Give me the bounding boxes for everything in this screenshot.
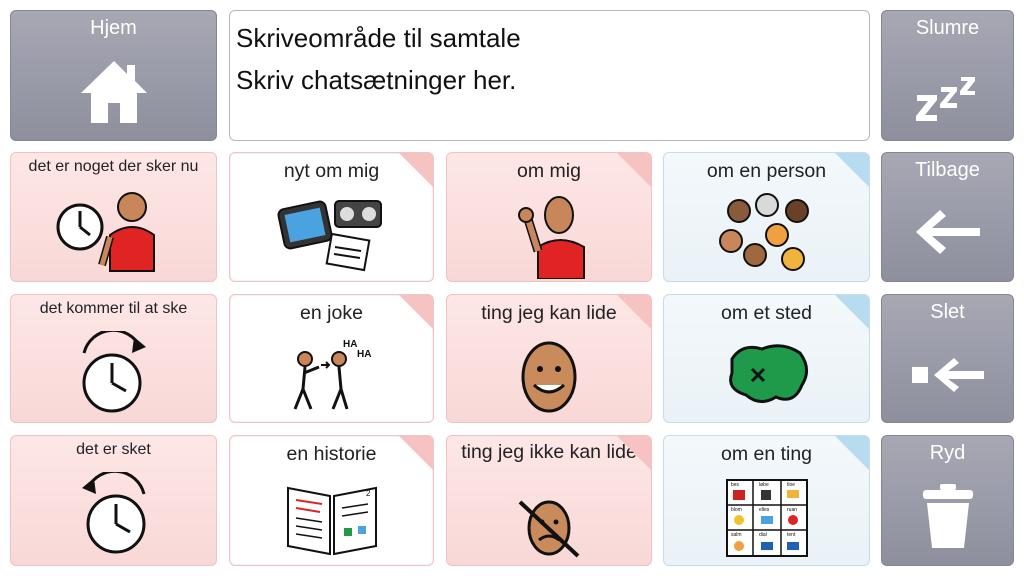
tile-label: om et sted bbox=[720, 302, 813, 324]
clear-button[interactable] bbox=[881, 435, 1014, 566]
a-joke-button[interactable] bbox=[229, 294, 434, 423]
back-label: Tilbage bbox=[915, 159, 980, 181]
trash-icon bbox=[918, 482, 978, 552]
zzz-icon bbox=[913, 67, 983, 127]
group-of-people-icon bbox=[717, 193, 817, 277]
joke-ha-2: HA bbox=[356, 349, 371, 360]
arrow-left-icon bbox=[912, 207, 984, 257]
map-place-icon bbox=[722, 339, 812, 409]
category-corner bbox=[617, 436, 651, 470]
board-cell-8: dial bbox=[758, 532, 767, 538]
joke-people-laughing-icon bbox=[287, 337, 377, 417]
category-corner bbox=[617, 295, 651, 329]
clock-past-icon bbox=[74, 472, 154, 558]
board-cell-5: elles bbox=[758, 507, 769, 513]
clear-label: Ryd bbox=[929, 442, 966, 464]
about-me-button[interactable] bbox=[446, 152, 652, 282]
board-cell-3: tloe bbox=[786, 482, 795, 488]
category-corner bbox=[835, 436, 869, 470]
news-about-me-button[interactable] bbox=[229, 152, 434, 282]
story-page-number: 2 bbox=[365, 489, 370, 498]
board-cell-7: salm bbox=[730, 532, 742, 538]
board-cell-4: blom bbox=[730, 507, 742, 513]
delete-label: Slet bbox=[930, 301, 965, 323]
tile-label: det er noget der sker nu bbox=[28, 158, 199, 175]
dislike-face-crossed-icon bbox=[514, 496, 584, 560]
tile-label: det kommer til at ske bbox=[39, 300, 188, 317]
about-a-thing-button[interactable] bbox=[663, 435, 870, 566]
happy-face-icon bbox=[514, 335, 584, 415]
things-i-like-button[interactable] bbox=[446, 294, 652, 423]
tile-label: ting jeg ikke kan lide bbox=[461, 441, 637, 463]
category-corner bbox=[399, 153, 433, 187]
delete-button[interactable] bbox=[881, 294, 1014, 423]
home-button[interactable] bbox=[10, 10, 217, 141]
tense-future-button[interactable] bbox=[10, 294, 217, 423]
category-corner bbox=[399, 436, 433, 470]
message-line-2: Skriv chatsætninger her. bbox=[236, 65, 517, 95]
home-icon bbox=[79, 57, 149, 127]
category-corner bbox=[617, 153, 651, 187]
backspace-icon bbox=[910, 355, 986, 395]
category-corner bbox=[835, 295, 869, 329]
tile-label: nyt om mig bbox=[283, 160, 380, 182]
person-pointing-self-icon bbox=[504, 189, 594, 279]
board-cell-1: bes bbox=[730, 482, 739, 488]
conversation-text-area[interactable] bbox=[229, 10, 870, 141]
news-media-icon bbox=[277, 191, 387, 279]
clock-person-now-icon bbox=[54, 185, 174, 275]
tile-label: om en person bbox=[706, 160, 827, 182]
tile-label: om en ting bbox=[720, 443, 813, 465]
tile-label: det er sket bbox=[76, 441, 151, 458]
category-corner bbox=[835, 153, 869, 187]
tile-label: en historie bbox=[286, 443, 377, 465]
board-cell-6: ruan bbox=[786, 507, 797, 513]
snooze-button[interactable] bbox=[881, 10, 1014, 141]
tense-now-button[interactable] bbox=[10, 152, 217, 282]
tense-past-button[interactable] bbox=[10, 435, 217, 566]
tile-label: en joke bbox=[300, 302, 363, 324]
message-line-1: Skriveområde til samtale bbox=[236, 23, 521, 53]
tile-label: ting jeg kan lide bbox=[481, 302, 617, 324]
board-cell-9: tent bbox=[786, 532, 795, 538]
about-a-person-button[interactable] bbox=[663, 152, 870, 282]
symbol-board-icon bbox=[725, 478, 809, 558]
back-button[interactable] bbox=[881, 152, 1014, 282]
joke-ha-1: HA bbox=[342, 339, 357, 350]
clock-future-icon bbox=[74, 331, 154, 417]
tile-label: om mig bbox=[517, 160, 581, 182]
about-a-place-button[interactable] bbox=[663, 294, 870, 423]
home-label: Hjem bbox=[90, 17, 137, 39]
open-book-icon bbox=[284, 478, 380, 558]
things-i-dislike-button[interactable] bbox=[446, 435, 652, 566]
a-story-button[interactable] bbox=[229, 435, 434, 566]
snooze-label: Slumre bbox=[915, 17, 980, 39]
board-cell-2: løbe bbox=[758, 482, 769, 488]
category-corner bbox=[399, 295, 433, 329]
